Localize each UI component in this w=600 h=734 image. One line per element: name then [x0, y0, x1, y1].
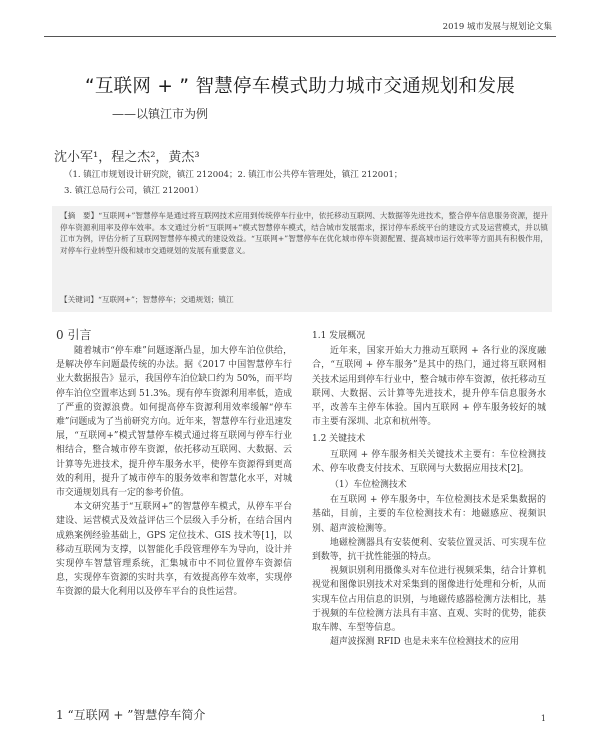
left-column: [56, 344, 292, 600]
body-paragraph: 地磁检测器具有安装便利、安装位置灵活、可实现车位到数等，抗干扰性能强的特点。: [312, 537, 546, 563]
body-paragraph: 近年来，国家开始大力推动互联网 + 各行业的深度融合，“互联网 + 停车服务”是其中的热门，通过将互联网相关技术运用到停车行业中，整合城市停车资源，依托移动互联网、大数据、云计算等先进技术，提升停车信息服务水平，改善车主停车体验。国内互联网 + 停车服务较好的城市主要有深圳、北京和杭州等。: [312, 346, 546, 428]
page-number: 1: [540, 714, 546, 723]
body-paragraph: 本文研究基于“互联网+”的智慧停车模式，从停车平台建设、运营模式及效益评估三个层级入手分析，在结合国内成熟案例经验基础上，GPS 定位技术、GIS 技术等[1]，以移动互联网为支撑，以智能化手段管理停车为导向，设计并实现停车智慧管理系统，汇集城市中不同位置停车资源信息，实现停车资源的实时共享，有效提高停车效率，实现停车资源的最大化利用以及停车平台的良性运营。: [56, 502, 292, 598]
author-line: 沈小军¹，程之杰²，黄杰³: [54, 150, 200, 165]
paper-title: “互联网 + ” 智慧停车模式助力城市交通规划和发展: [84, 76, 516, 97]
section-heading-intro: 0 引言: [56, 328, 92, 342]
section-heading-1: 1 “互联网 + ”智慧停车简介: [56, 708, 206, 722]
right-column: [312, 326, 546, 649]
subsubsection-heading: （1）车位检测技术: [330, 480, 407, 491]
affiliation-line-2: 3. 镇江总局行公司，镇江 212001）: [64, 186, 204, 196]
keywords-text: “互联网+”；智慧停车；交通规划；镇江: [97, 295, 234, 304]
abstract-label: 【摘 要】: [60, 211, 99, 220]
affiliation-line-1: （1. 镇江市规划设计研究院，镇江 212004；2. 镇江市公共停车管理处，镇江 212001；: [64, 170, 403, 180]
running-header: 2019 城市发展与规划论文集: [442, 22, 552, 32]
body-paragraph: 视频识别利用摄像头对车位进行视频采集，结合计算机视觉和图像识别技术对采集到的图像进行处理和分析，从而实现车位占用信息的识别，与地磁传感器检测方法相比，基于视频的车位检测方法具有丰富、直观、实时的优势，能获取车牌、车型等信息。: [312, 566, 546, 634]
keywords-label: 【关键词】: [60, 295, 98, 304]
subsection-heading-1-2: 1.2 关键技术: [312, 434, 366, 445]
keywords: [60, 294, 234, 305]
body-paragraph: 随着城市“停车难”问题逐渐凸显，加大停车泊位供给，是解决停车问题最传统的办法。据《2017 中国智慧停车行业大数据报告》显示，我国停车泊位缺口约为 50%，而平均停车泊位空置率达到 51.3%。现有停车资源利用率低，造成了严重的资源浪费。如何提高停车资源利用效率缓解“停车难”问题成为了当前研究方向。近年来，智慧停车行业迅速发展，“互联网+”模式智慧停车模式通过将互联网与停车行业相结合，整合城市停车资源，依托移动互联网、大数据、云计算等先进技术，提升停车服务水平，使停车资源得到更高效的利用，提升了城市停车的服务效率和智慧化水平，对城市交通规划具有一定的参考价值。: [56, 346, 292, 499]
header-rule: [44, 36, 556, 37]
subsection-heading-1-1: 1.1 发展概况: [312, 331, 366, 341]
abstract: [60, 210, 548, 256]
abstract-text: “互联网+”智慧停车是通过将互联网技术应用到传统停车行业中，依托移动互联网、大数据等先进技术，整合停车信息服务资源，提升停车资源利用率及停车效率。本文通过分析“互联网+”模式智慧停车模式，结合城市发展需求，探讨停车系统平台的建设方式及运营模式，并以镇江市为例，评估分析了互联网智慧停车模式的建设效益。“互联网+”智慧停车在优化城市停车资源配置、提高城市运行效率等方面具有积极作用，对停车行业转型升级和城市交通规划的发展有重要意义。: [60, 211, 549, 255]
body-paragraph: 互联网 + 停车服务相关关键技术主要有：车位检测技术、停车收费支付技术、互联网与大数据应用技术[2]。: [312, 449, 546, 474]
body-paragraph: 在互联网 + 停车服务中，车位检测技术是采集数据的基础，目前，主要的车位检测技术有：地磁感应、视频识别、超声波检测等。: [312, 495, 546, 534]
paper-subtitle: ——以镇江市为例: [112, 107, 209, 121]
body-paragraph: 超声波探测 RFID 也是未来车位检测技术的应用: [330, 637, 519, 648]
